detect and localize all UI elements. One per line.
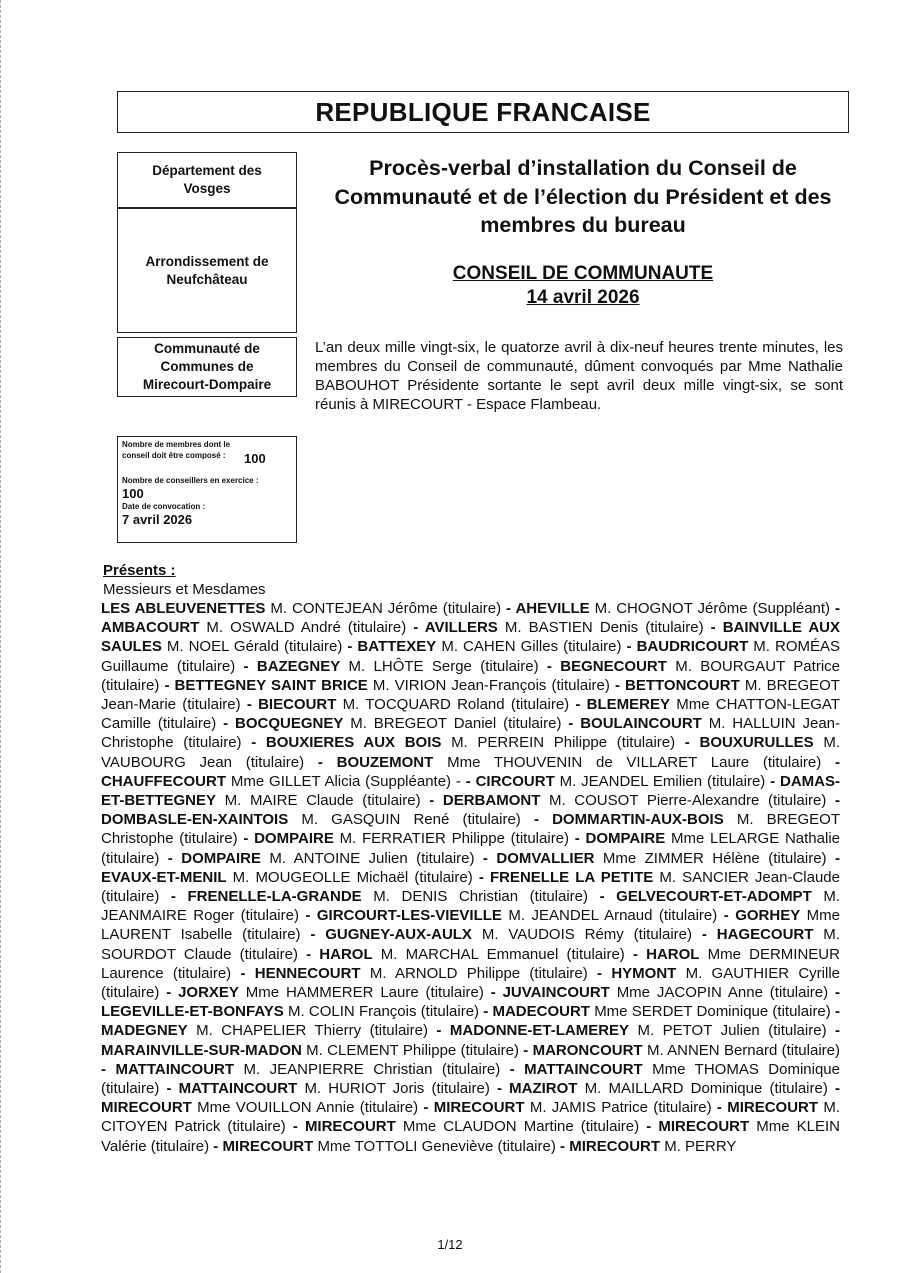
member-commune: AHEVILLE (515, 600, 590, 617)
member-entry (450, 1022, 827, 1039)
member-person: M. BREGEOT Christophe (titulaire) (101, 811, 841, 848)
members-list (101, 599, 840, 1156)
member-person: M. MAIRE Claude (titulaire) (224, 792, 421, 810)
member-separator: - (826, 1022, 841, 1040)
member-separator: - (300, 926, 326, 944)
member-entry (101, 600, 501, 617)
member-person: M. ROMÉAS Guillaume (titulaire) (101, 638, 841, 675)
member-person: M. ARNOLD Philippe (titulaire) (369, 964, 588, 982)
member-commune: BETTEGNEY SAINT BRICE (174, 676, 368, 694)
member-entry (357, 638, 621, 655)
member-person: M. MAILLARD Dominique (titulaire) (584, 1080, 828, 1098)
member-separator: - (427, 1022, 450, 1040)
member-entry (179, 1080, 490, 1097)
member-separator: - (159, 1080, 179, 1098)
member-separator: - (342, 638, 358, 656)
member-commune: AVILLERS (424, 619, 498, 637)
member-separator: - (821, 753, 840, 771)
arrondissement-label: Arrondissement de Neufchâteau (145, 253, 269, 287)
member-person: M. CONTEJEAN Jérôme (titulaire) (270, 600, 502, 617)
member-commune: DOMPAIRE (585, 830, 666, 848)
member-separator: - (555, 1137, 570, 1155)
member-separator: - (474, 849, 497, 867)
member-entry (515, 600, 830, 617)
member-separator: - (231, 964, 255, 982)
member-separator: - (588, 888, 617, 906)
member-commune: BATTEXEY (357, 638, 437, 656)
member-entry (175, 677, 610, 694)
member-commune: BAUDRICOURT (636, 638, 749, 656)
member-person: Mme LELARGE Nathalie (titulaire) (101, 830, 840, 867)
member-person: M. OSWALD André (titulaire) (206, 619, 407, 637)
member-commune: MIRECOURT (727, 1099, 819, 1117)
member-person: M. NOEL Gérald (titulaire) (166, 638, 343, 656)
member-entry (266, 734, 675, 751)
member-person: M. HALLUIN Jean-Christophe (titulaire) (101, 715, 840, 752)
member-separator: - (587, 964, 612, 982)
member-separator: - (216, 715, 235, 733)
member-commune: MATTAINCOURT (178, 1080, 298, 1098)
page-title: REPUBLIQUE FRANCAISE (315, 96, 651, 127)
council-subtitle (318, 262, 848, 310)
member-separator: - (569, 830, 586, 848)
member-separator: - (538, 657, 561, 675)
member-separator: - (609, 676, 626, 694)
communaute-label: Communauté de Communes de Mirecourt-Dompaire (142, 341, 272, 392)
member-person: M. MOUGEOLLE Michaël (titulaire) (232, 868, 473, 886)
member-entry (101, 619, 406, 636)
member-commune: MADECOURT (492, 1003, 590, 1021)
member-commune: BEGNECOURT (560, 657, 667, 675)
member-separator: - (237, 830, 255, 848)
member-separator: - (235, 657, 257, 675)
council-name: CONSEIL DE COMMUNAUTE (452, 263, 714, 284)
convocation-label: Date de convocation : (122, 502, 206, 511)
member-separator: - (639, 1118, 659, 1136)
member-person: M. BREGEOT Daniel (titulaire) (350, 715, 562, 733)
member-entry (101, 773, 461, 790)
member-separator: - (828, 984, 840, 1002)
member-person: M. ANTOINE Julien (titulaire) (269, 849, 475, 867)
member-entry (434, 1099, 712, 1116)
member-separator: - (561, 715, 581, 733)
departement-box (117, 152, 297, 208)
member-commune: DERBAMONT (442, 792, 541, 810)
intro-paragraph: L’an deux mille vingt-six, le quatorze avril à dix-neuf heures trente minutes, les membres du Conseil de communauté, dûment convoqués par Mme Nathalie BABOUHOT Présidente sortante le sept avril deux mille vingt-six, se sont réunis à MIRECOURT - Espace Flambeau. (315, 339, 843, 413)
member-commune: BIECOURT (258, 696, 337, 714)
member-commune: MIRECOURT (658, 1118, 750, 1136)
member-commune: MADEGNEY (101, 1022, 188, 1040)
member-person: M. PERRY (664, 1137, 737, 1155)
member-separator: - (827, 1080, 840, 1098)
member-separator: - (159, 676, 175, 694)
member-commune: CHAUFFECOURT (101, 772, 226, 790)
member-separator: - (621, 638, 637, 656)
member-separator: - (518, 1041, 533, 1059)
member-person: Mme CLAUDON Martine (titulaire) (402, 1118, 640, 1136)
member-person: M. SANCIER Jean-Claude (titulaire) (101, 868, 840, 906)
member-entry (101, 1022, 428, 1039)
member-commune: HYMONT (611, 964, 677, 982)
member-separator: - (500, 1060, 525, 1078)
member-person: M. TOCQUARD Roland (titulaire) (342, 696, 570, 714)
member-entry (569, 1138, 736, 1155)
member-commune: DOMBASLE-EN-XAINTOIS (101, 811, 289, 829)
member-entry (115, 1061, 500, 1078)
member-separator: - (711, 1099, 728, 1117)
member-separator: - (501, 600, 516, 617)
member-person: M. CITOYEN Patrick (titulaire) (101, 1099, 841, 1136)
member-separator: - (479, 1003, 493, 1021)
member-person: M. DENIS Christian (titulaire) (373, 888, 589, 906)
member-separator: - (569, 696, 587, 714)
member-commune: BAINVILLE AUX SAULES (101, 619, 841, 656)
member-person: M. MARCHAL Emmanuel (titulaire) (380, 945, 625, 963)
arrondissement-box (117, 208, 297, 333)
member-person: Mme VOUILLON Annie (titulaire) (197, 1099, 419, 1117)
member-commune: MARAINVILLE-SUR-MADON (101, 1041, 302, 1059)
member-person: M. PERREIN Philippe (titulaire) (451, 734, 676, 752)
member-separator: - (241, 734, 266, 752)
member-commune: GORHEY (735, 907, 801, 925)
member-commune: BETTONCOURT (625, 676, 740, 694)
member-person: Mme GILLET Alicia (Suppléante) - (230, 772, 461, 790)
salutation: Messieurs et Mesdames (103, 581, 266, 598)
member-entry (509, 1080, 828, 1097)
departement-label: Département des Vosges (152, 163, 262, 196)
member-separator: - (285, 1118, 305, 1136)
member-person: M. BREGEOT Jean-Marie (titulaire) (101, 676, 840, 714)
member-person: M. BOURGAUT Patrice (titulaire) (101, 657, 840, 694)
member-person: M. LHÔTE Serge (titulaire) (348, 657, 539, 675)
member-person: Mme KLEIN Valérie (titulaire) (101, 1118, 841, 1155)
member-person: M. JEANPIERRE Christian (titulaire) (243, 1060, 501, 1078)
member-entry (443, 792, 827, 809)
member-person: M. COUSOT Pierre-Alexandre (titulaire) (549, 792, 827, 810)
in-office-value: 100 (122, 486, 144, 501)
member-separator: - (489, 1080, 510, 1098)
header-banner (117, 91, 849, 133)
member-person: M. GASQUIN René (titulaire) (301, 811, 521, 829)
member-entry (305, 1118, 639, 1135)
member-entry (533, 1042, 840, 1059)
member-commune: BAZEGNEY (256, 657, 341, 675)
member-person: M. COLIN François (titulaire) (288, 1003, 480, 1021)
member-entry (503, 984, 829, 1001)
communaute-box (117, 337, 297, 397)
member-separator: - (826, 849, 840, 867)
member-separator: - (209, 1137, 223, 1155)
member-entry (425, 619, 704, 636)
member-entry (181, 850, 474, 867)
member-person: Mme THOMAS Dominique (titulaire) (101, 1060, 840, 1098)
member-person: M. HURIOT Joris (titulaire) (304, 1080, 490, 1098)
member-commune: EVAUX-ET-MENIL (101, 868, 227, 886)
member-commune: FRENELLE-LA-GRANDE (187, 888, 362, 906)
member-separator: - (765, 772, 780, 790)
member-person: M. BASTIEN Denis (titulaire) (504, 619, 704, 637)
member-commune: BOULAINCOURT (580, 715, 702, 733)
member-person: M. SOURDOT Claude (titulaire) (101, 926, 840, 963)
member-commune: MIRECOURT (569, 1137, 661, 1155)
convocation-value: 7 avril 2026 (122, 512, 193, 527)
member-entry (101, 811, 521, 828)
member-person: Mme LAURENT Isabelle (titulaire) (101, 907, 841, 944)
member-separator: - (830, 600, 840, 617)
member-separator: - (675, 734, 700, 752)
member-commune: LES ABLEUVENETTES (101, 600, 266, 617)
member-separator: - (240, 696, 259, 714)
member-commune: MATTAINCOURT (115, 1060, 235, 1078)
member-commune: BLEMEREY (586, 696, 670, 714)
member-separator: - (101, 1060, 116, 1078)
member-person: Mme CHATTON-LEGAT Camille (titulaire) (101, 696, 840, 733)
member-person: M. VAUBOURG Jean (titulaire) (101, 734, 840, 771)
member-separator: - (420, 792, 443, 810)
member-commune: FRENELLE LA PETITE (489, 868, 654, 886)
council-date: 14 avril 2026 (526, 287, 640, 308)
member-person: M. ANNEN Bernard (titulaire) (646, 1041, 840, 1059)
member-person: M. GAUTHIER Cyrille (titulaire) (101, 964, 840, 1002)
member-commune: DAMAS-ET-BETTEGNEY (101, 772, 840, 810)
member-person: Mme SERDET Dominique (titulaire) (594, 1003, 831, 1021)
member-commune: MIRECOURT (433, 1099, 525, 1117)
member-commune: BOUXIERES AUX BOIS (265, 734, 442, 752)
member-person: M. VAUDOIS Rémy (titulaire) (481, 926, 693, 944)
scan-edge (0, 0, 3, 1273)
member-person: M. VIRION Jean-François (titulaire) (372, 676, 610, 694)
member-separator: - (717, 907, 736, 925)
member-person: M. PETOT Julien (titulaire) (637, 1022, 827, 1040)
member-entry (476, 773, 766, 790)
member-commune: MATTAINCOURT (524, 1060, 643, 1078)
member-separator: - (703, 619, 723, 637)
member-entry (235, 715, 561, 732)
document-title: Procès-verbal d’installation du Conseil de Communauté et de l’élection du Président et des membres du bureau (334, 156, 832, 237)
member-person: Mme THOUVENIN de VILLARET Laure (titulaire) (447, 753, 822, 771)
member-separator: - (159, 984, 179, 1002)
member-separator: - (692, 926, 717, 944)
member-entry (319, 946, 625, 963)
member-separator: - (159, 888, 188, 906)
member-separator: - (406, 619, 425, 637)
member-person: M. JEANDEL Emilien (titulaire) (559, 772, 766, 790)
member-commune: DOMPAIRE (181, 849, 261, 867)
member-commune: MIRECOURT (101, 1099, 192, 1117)
member-commune: MIRECOURT (304, 1118, 396, 1136)
member-entry (101, 869, 473, 886)
member-person: Mme JACOPIN Anne (titulaire) (616, 984, 829, 1002)
member-entry (325, 926, 692, 943)
member-entry (188, 888, 589, 905)
member-commune: HENNECOURT (254, 964, 361, 982)
member-entry (101, 1099, 418, 1116)
member-commune: DOMPAIRE (254, 830, 334, 848)
member-person: M. CAHEN Gilles (titulaire) (441, 638, 622, 656)
member-separator: - (159, 849, 182, 867)
member-commune: BOCQUEGNEY (234, 715, 344, 733)
member-commune: BOUXURULLES (699, 734, 814, 752)
member-commune: LEGEVILLE-ET-BONFAYS (101, 1003, 284, 1021)
member-commune: MADONNE-ET-LAMEREY (449, 1022, 630, 1040)
member-person: M. CLEMENT Philippe (titulaire) (306, 1041, 519, 1059)
member-commune: MIRECOURT (222, 1137, 314, 1155)
member-separator: - (826, 792, 841, 810)
in-office-label: Nombre de conseillers en exercice : (122, 476, 259, 485)
member-entry (496, 850, 826, 867)
member-separator: - (472, 868, 490, 886)
member-person: M. JEANDEL Arnaud (titulaire) (508, 907, 718, 925)
member-commune: GUGNEY-AUX-AULX (325, 926, 472, 944)
member-person: M. FERRATIER Philippe (titulaire) (339, 830, 570, 848)
member-commune: JORXEY (178, 984, 239, 1002)
member-separator: - (483, 984, 503, 1002)
member-person: M. JEANMAIRE Roger (titulaire) (101, 888, 840, 925)
member-entry (337, 754, 822, 771)
member-commune: JUVAINCOURT (502, 984, 610, 1002)
member-commune: BOUZEMONT (336, 753, 434, 771)
member-commune: MAZIROT (509, 1080, 578, 1098)
member-entry (101, 1042, 519, 1059)
member-commune: GIRCOURT-LES-VIEVILLE (316, 907, 502, 925)
member-separator: - (297, 945, 320, 963)
member-separator: - (624, 945, 647, 963)
member-commune: HAROL (319, 945, 373, 963)
member-entry (492, 1003, 830, 1020)
member-entry (222, 1138, 555, 1155)
member-entry (255, 965, 588, 982)
member-separator: - (460, 772, 476, 790)
member-entry (317, 907, 717, 924)
member-person: Mme DERMINEUR Laurence (titulaire) (101, 945, 840, 982)
members-label: Nombre de membres dont le conseil doit être composé : (122, 440, 231, 460)
member-entry (257, 658, 539, 675)
member-separator: - (298, 907, 317, 925)
member-person: Mme TOTTOLI Geneviève (titulaire) (317, 1137, 556, 1155)
member-entry (254, 830, 569, 847)
member-commune: CIRCOURT (475, 772, 555, 790)
member-separator: - (304, 753, 337, 771)
member-commune: HAROL (646, 945, 700, 963)
member-commune: DOMVALLIER (496, 849, 595, 867)
member-person: M. CHOGNOT Jérôme (Suppléant) (594, 600, 831, 617)
member-commune: MARONCOURT (532, 1041, 643, 1059)
page-number: 1/12 (437, 1237, 463, 1252)
member-commune: HAGECOURT (716, 926, 814, 944)
member-entry (258, 696, 569, 713)
member-entry (101, 1003, 479, 1020)
presents-heading: Présents : (103, 562, 176, 579)
member-person: Mme HAMMERER Laure (titulaire) (245, 984, 484, 1002)
members-value: 100 (244, 451, 266, 466)
member-separator: - (830, 1003, 840, 1021)
member-commune: GELVECOURT-ET-ADOMPT (616, 888, 812, 906)
member-entry (178, 984, 484, 1001)
member-person: M. JAMIS Patrice (titulaire) (529, 1099, 712, 1117)
member-commune: DOMMARTIN-AUX-BOIS (552, 811, 724, 829)
member-separator: - (520, 811, 553, 829)
member-commune: AMBACOURT (101, 619, 200, 637)
member-person: Mme ZIMMER Hélène (titulaire) (602, 849, 827, 867)
member-counts-box (117, 436, 297, 543)
member-person: M. CHAPELIER Thierry (titulaire) (196, 1022, 428, 1040)
member-separator: - (418, 1099, 434, 1117)
